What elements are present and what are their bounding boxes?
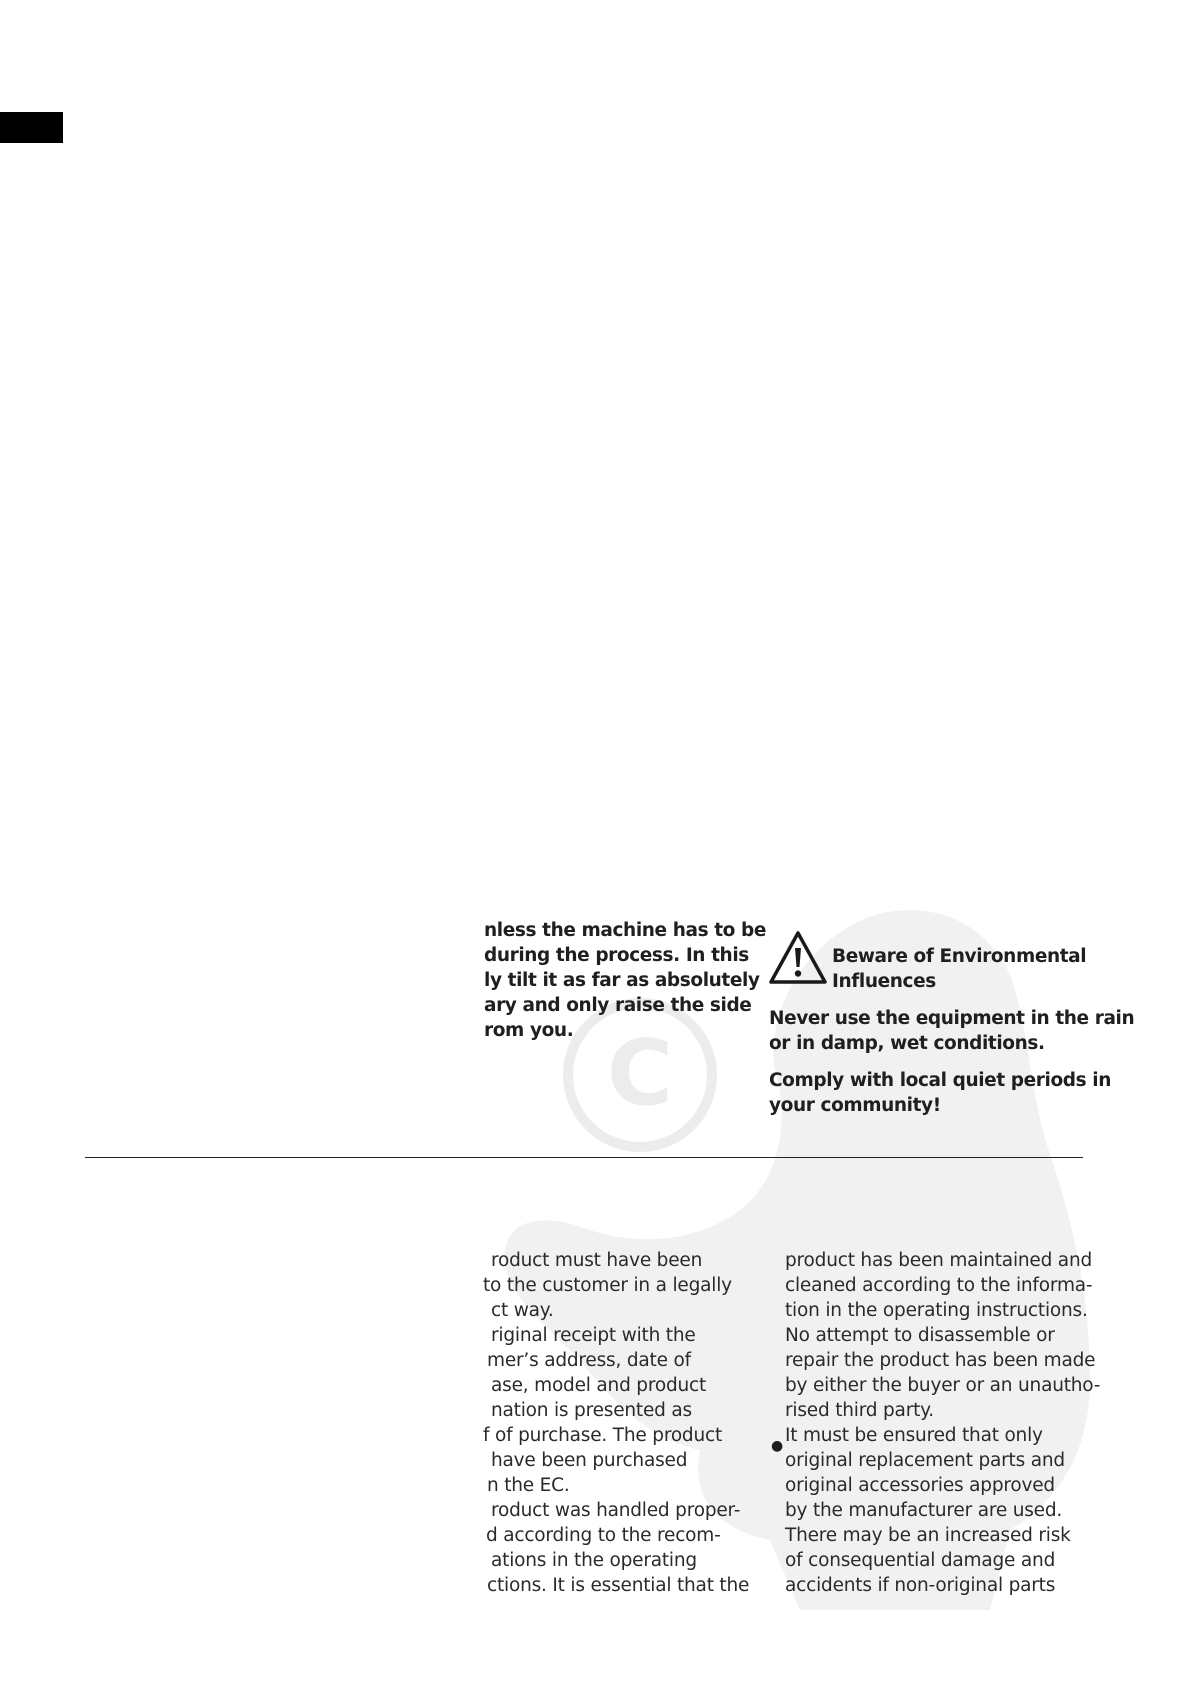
warranty-conditions-column-2 — [785, 1248, 1100, 1598]
text-line: roduct was handled proper- — [491, 1500, 741, 1521]
quiet-periods-warning — [769, 1068, 1111, 1118]
warranty-conditions-column-1 — [483, 1248, 749, 1598]
text-line: to the customer in a legally — [483, 1275, 732, 1296]
text-line: ctions. It is essential that the — [487, 1575, 750, 1596]
text-line: original replacement parts and — [785, 1450, 1065, 1471]
text-line: It must be ensured that only — [785, 1425, 1043, 1446]
text-line: original accessories approved — [785, 1475, 1055, 1496]
text-line: rom you. — [484, 1020, 574, 1041]
text-line: nation is presented as — [491, 1400, 692, 1421]
text-line: mer’s address, date of — [487, 1350, 691, 1371]
text-line: d according to the recom- — [486, 1525, 721, 1546]
text-line: your community! — [769, 1095, 941, 1116]
svg-text:C: C — [606, 1021, 674, 1126]
text-line: of consequential damage and — [785, 1550, 1056, 1571]
text-line: cleaned according to the informa- — [785, 1275, 1093, 1296]
text-line: No attempt to disassemble or — [785, 1325, 1055, 1346]
text-line: Comply with local quiet periods in — [769, 1070, 1111, 1091]
text-line: ase, model and product — [491, 1375, 707, 1396]
text-line: product has been maintained and — [785, 1250, 1093, 1271]
text-line: Never use the equipment in the rain — [769, 1008, 1135, 1029]
text-line: accidents if non-original parts — [785, 1575, 1056, 1596]
environment-warning-title — [832, 944, 1086, 994]
text-line: rised third party. — [785, 1400, 934, 1421]
list-bullet-icon: ● — [771, 1438, 784, 1454]
title-line: Influences — [832, 971, 936, 992]
handling-warning-text — [484, 918, 766, 1043]
text-line: tion in the operating instructions. — [785, 1300, 1088, 1321]
section-divider — [85, 1157, 1083, 1158]
text-line: riginal receipt with the — [491, 1325, 696, 1346]
text-line: n the EC. — [487, 1475, 570, 1496]
text-line: There may be an increased risk — [785, 1525, 1071, 1546]
text-line: by the manufacturer are used. — [785, 1500, 1063, 1521]
text-line: or in damp, wet conditions. — [769, 1033, 1045, 1054]
text-line: have been purchased — [491, 1450, 688, 1471]
text-line: f of purchase. The product — [483, 1425, 723, 1446]
text-line: roduct must have been — [491, 1250, 703, 1271]
text-line: nless the machine has to be — [484, 920, 767, 941]
text-line: by either the buyer or an unautho- — [785, 1375, 1101, 1396]
title-line: Beware of Environmental — [832, 946, 1087, 967]
text-line: ations in the operating — [491, 1550, 697, 1571]
environment-rain-warning — [769, 1006, 1134, 1056]
text-line: ct way. — [491, 1300, 554, 1321]
text-line: ly tilt it as far as absolutely — [484, 970, 760, 991]
text-line: repair the product has been made — [785, 1350, 1096, 1371]
text-line: during the process. In this — [484, 945, 749, 966]
text-line: ary and only raise the side — [484, 995, 752, 1016]
warning-triangle-icon — [768, 930, 828, 986]
